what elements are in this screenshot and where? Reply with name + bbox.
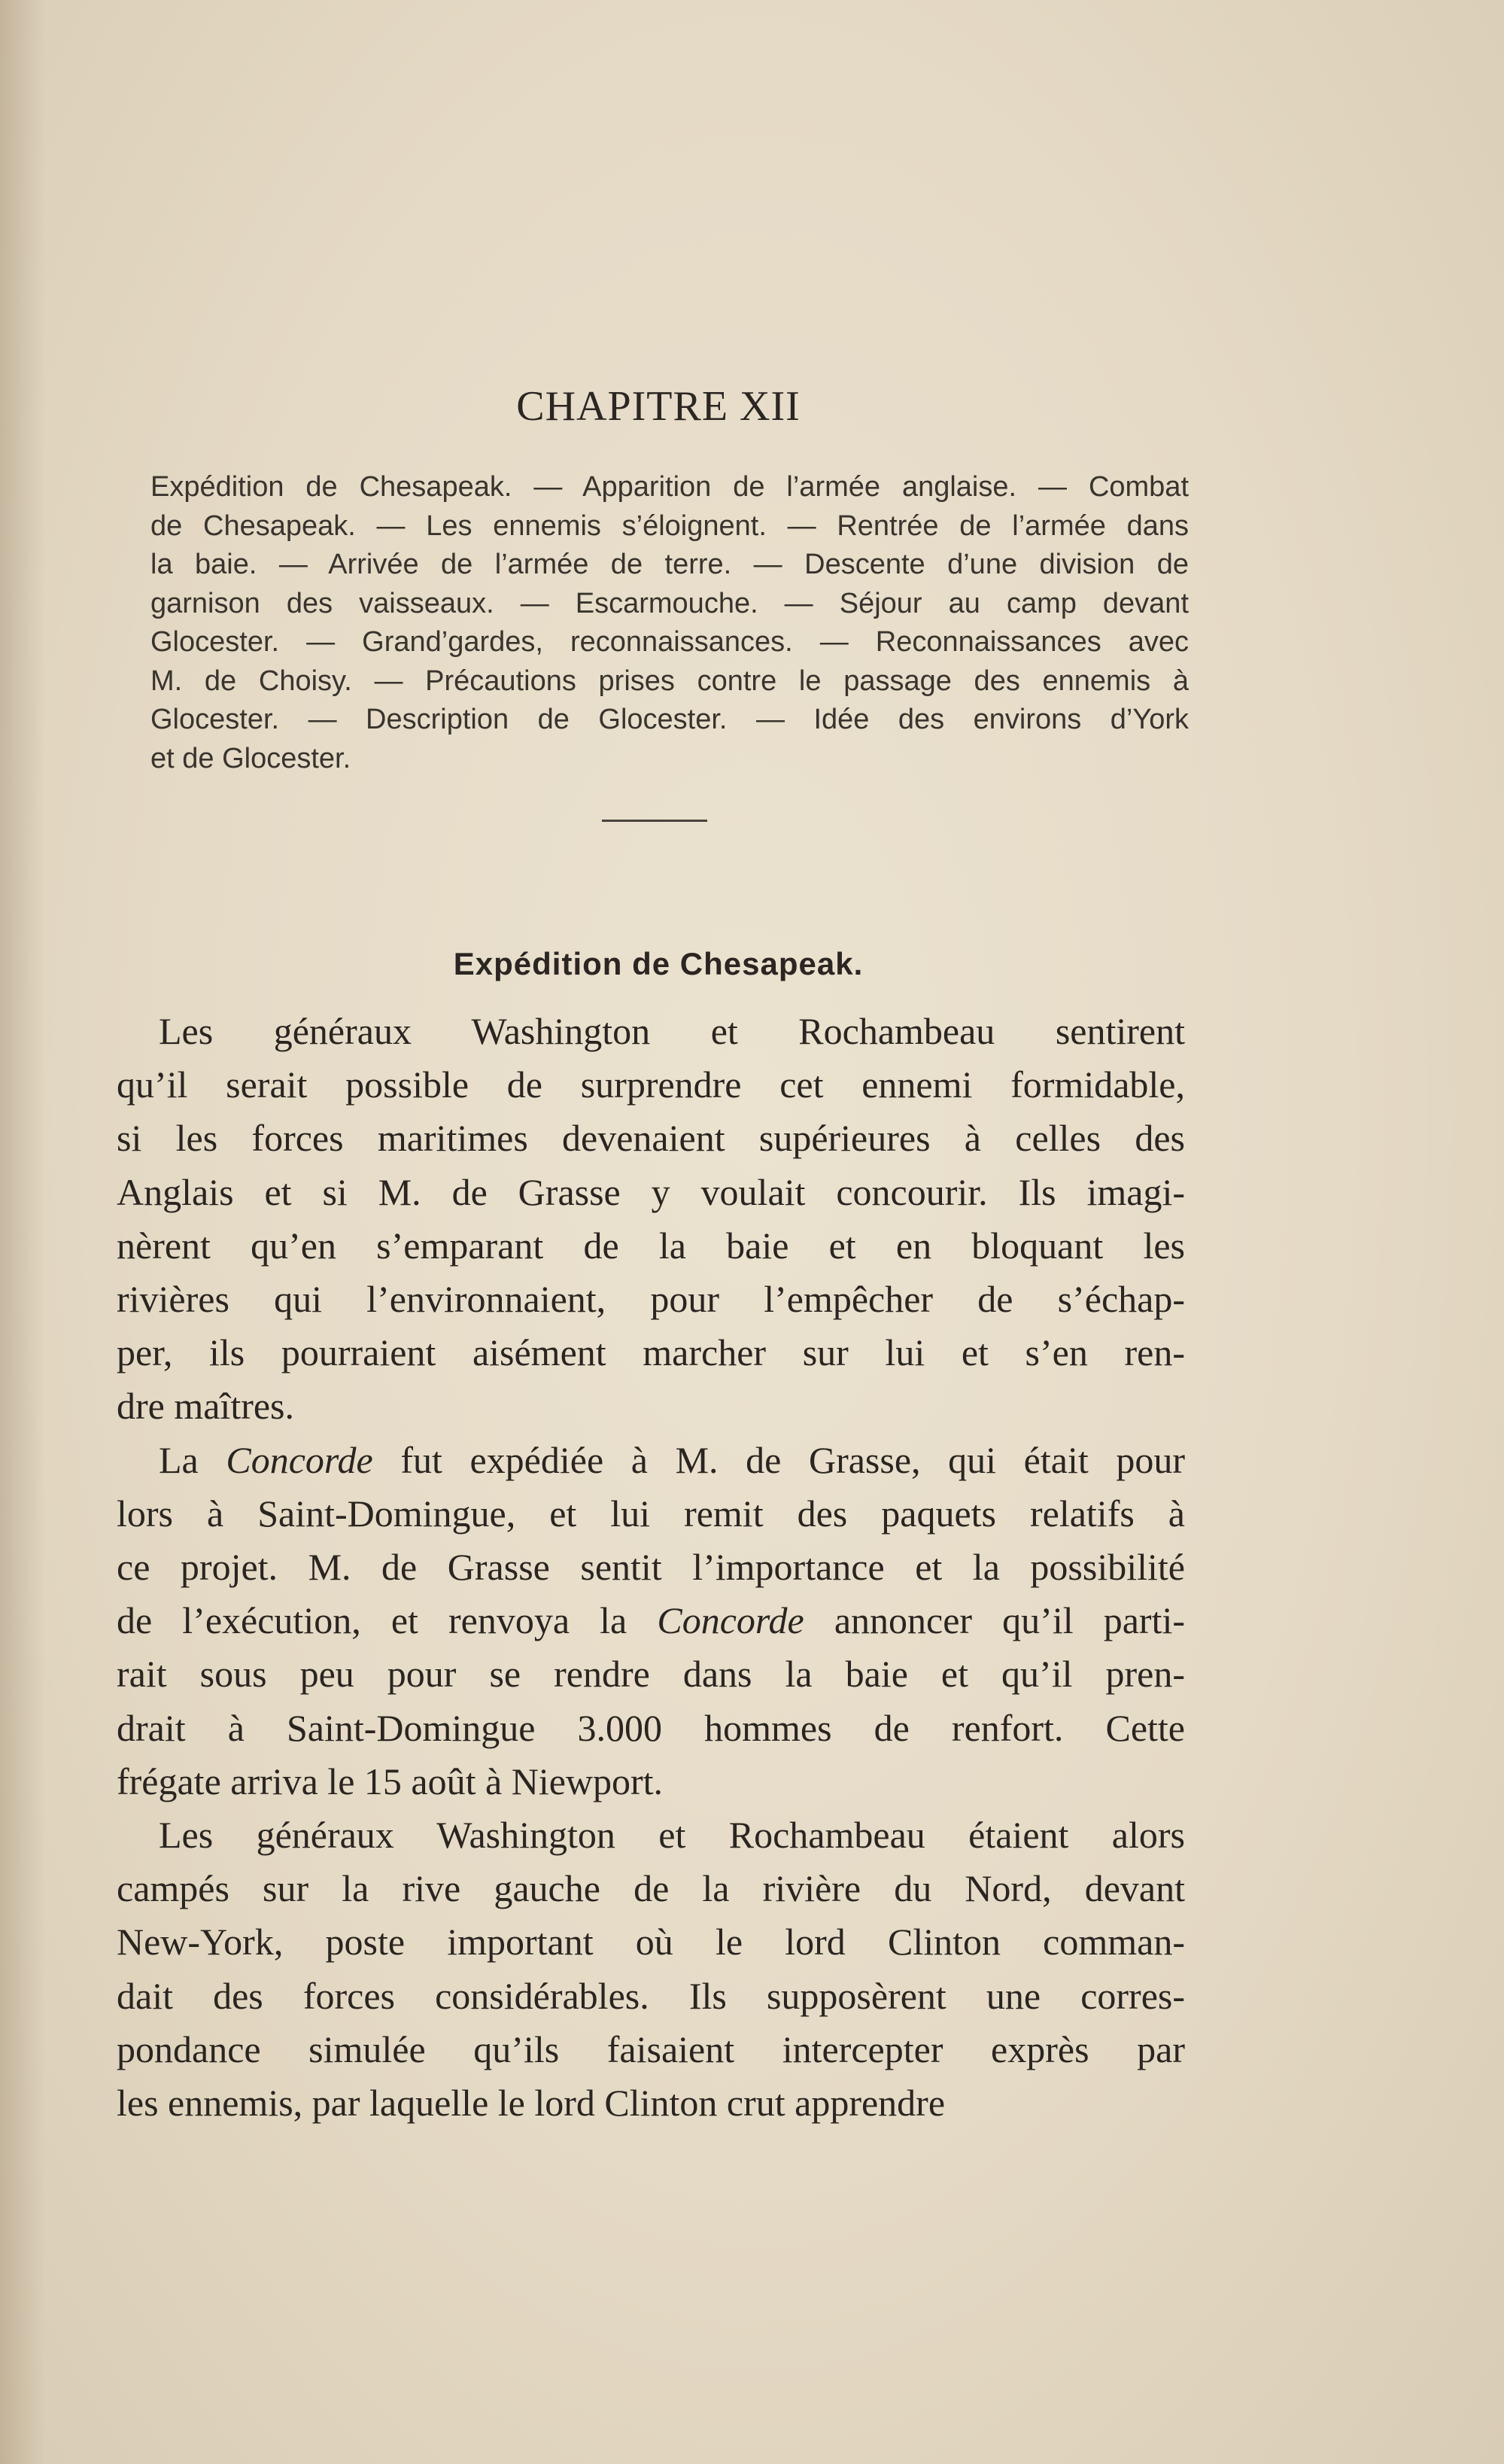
paragraph-line: nèrent qu’en s’emparant de la baie et en bloquant les bbox=[117, 1224, 1185, 1267]
paragraph-line: drait à Saint-Domingue 3.000 hommes de renfort. Cette bbox=[117, 1706, 1185, 1749]
summary-line: et de Glocester. bbox=[150, 742, 351, 774]
paragraph-line: dre maîtres. bbox=[117, 1385, 295, 1428]
summary-line: la baie. — Arrivée de l’armée de terre. — Descente d’une division de bbox=[150, 549, 1189, 580]
summary-line: de Chesapeak. — Les ennemis s’éloignent. — Rentrée de l’armée dans bbox=[150, 510, 1189, 542]
paragraph-line: lors à Saint-Domingue, et lui remit des paquets relatifs à bbox=[117, 1492, 1185, 1535]
paragraph-line: qu’il serait possible de surprendre cet ennemi formidable, bbox=[117, 1063, 1185, 1106]
ship-name: Concorde bbox=[226, 1438, 373, 1481]
paragraph-line: Les généraux Washington et Rochambeau sentirent bbox=[159, 1010, 1185, 1052]
section-heading: Expédition de Chesapeak. bbox=[453, 945, 864, 981]
ship-name: Concorde bbox=[657, 1599, 804, 1642]
summary-line: Glocester. — Grand’gardes, reconnaissances. — Reconnaissances avec bbox=[150, 626, 1189, 658]
paragraph-line: dait des forces considérables. Ils supposèrent une corres- bbox=[117, 1974, 1185, 2017]
summary-line: garnison des vaisseaux. — Escarmouche. — Séjour au camp devant bbox=[150, 587, 1189, 619]
paragraph-line: per, ils pourraient aisément marcher sur lui et s’en ren- bbox=[117, 1331, 1185, 1374]
page-gutter-shadow bbox=[0, 0, 45, 2464]
paragraph-line: New-York, poste important où le lord Clinton comman- bbox=[117, 1921, 1185, 1964]
chapter-title: CHAPITRE XII bbox=[516, 382, 801, 430]
paragraph-line: Les généraux Washington et Rochambeau étaient alors bbox=[159, 1814, 1185, 1857]
paragraph-line: pondance simulée qu’ils faisaient intercepter exprès par bbox=[117, 2027, 1185, 2070]
chapter-summary bbox=[150, 468, 1189, 778]
paragraph-line: les ennemis, par laquelle le lord Clinton crut apprendre bbox=[117, 2082, 946, 2125]
summary-line: M. de Choisy. — Précautions prises contre le passage des ennemis à bbox=[150, 665, 1189, 697]
paragraph-line: La Concorde fut expédiée à M. de Grasse, qui était pour bbox=[159, 1438, 1185, 1481]
paragraph-line: Anglais et si M. de Grasse y voulait concourir. Ils imagi- bbox=[117, 1170, 1185, 1213]
paragraph-line: de l’exécution, et renvoya la Concorde annoncer qu’il parti- bbox=[117, 1599, 1185, 1642]
paragraph-line: rivières qui l’environnaient, pour l’empêcher de s’échap- bbox=[117, 1278, 1185, 1321]
summary-line: Expédition de Chesapeak. — Apparition de l’armée anglaise. — Combat bbox=[150, 471, 1189, 503]
summary-line: Glocester. — Description de Glocester. — Idée des environs d’York bbox=[150, 704, 1189, 735]
paragraph-line: ce projet. M. de Grasse sentit l’importance et la possibilité bbox=[117, 1546, 1185, 1589]
paragraph-line: campés sur la rive gauche de la rivière du Nord, devant bbox=[117, 1867, 1185, 1910]
body-text bbox=[117, 1005, 1185, 2130]
paragraph-line: frégate arriva le 15 août à Niewport. bbox=[117, 1760, 664, 1802]
section-divider bbox=[602, 820, 707, 822]
paragraph-line: rait sous peu pour se rendre dans la baie et qu’il pren- bbox=[117, 1653, 1185, 1696]
paragraph-line: si les forces maritimes devenaient supérieures à celles des bbox=[117, 1117, 1185, 1160]
